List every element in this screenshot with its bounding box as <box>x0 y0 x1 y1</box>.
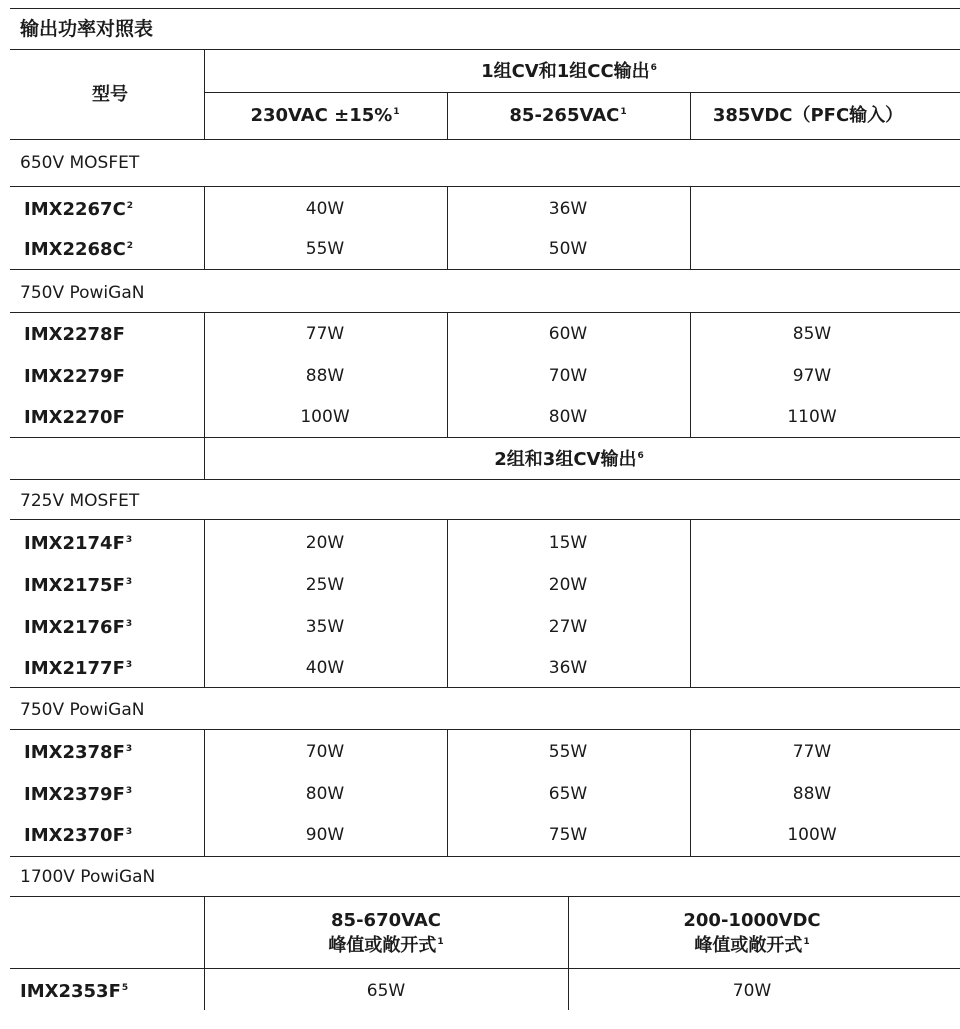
col-divider <box>690 186 691 269</box>
value-cell: 36W <box>548 658 588 678</box>
rule <box>10 186 960 187</box>
model-name: $IMX2353F^5$ <box>20 981 129 1002</box>
col-divider <box>690 312 691 437</box>
rule <box>10 312 960 313</box>
hv-col2-subheader: 峰值或敞开式$^1$ <box>694 935 810 956</box>
model-name: IMX2278F <box>24 324 125 345</box>
value-cell: 70W <box>732 981 772 1001</box>
rule <box>10 729 960 730</box>
value-cell: 77W <box>305 324 345 344</box>
value-cell: 20W <box>305 533 345 553</box>
rule <box>10 519 960 520</box>
value-cell: 110W <box>787 407 837 427</box>
value-cell: 65W <box>366 981 406 1001</box>
rule <box>10 479 960 480</box>
model-name: IMX2270F <box>24 407 125 428</box>
col-divider <box>690 729 691 856</box>
col-divider <box>690 92 691 139</box>
col-divider <box>568 896 569 1010</box>
col-divider <box>447 519 448 687</box>
value-cell: 50W <box>548 239 588 259</box>
col-divider <box>204 519 205 687</box>
rule <box>10 437 960 438</box>
model-name: IMX2279F <box>24 366 125 387</box>
value-cell: 80W <box>548 407 588 427</box>
model-header: 型号 <box>92 84 128 105</box>
value-cell: 60W <box>548 324 588 344</box>
rule <box>10 49 960 50</box>
col-divider <box>447 186 448 269</box>
group-label: 1700V PowiGaN <box>20 867 156 887</box>
value-cell: 35W <box>305 617 345 637</box>
col-divider <box>204 729 205 856</box>
section1-header: 1组CV和1组CC输出$^6$ <box>481 61 657 82</box>
value-cell: 55W <box>548 742 588 762</box>
page-title: 输出功率对照表 <box>20 18 154 40</box>
model-name: $IMX2175F^3$ <box>24 575 133 596</box>
rule <box>10 968 960 969</box>
col-divider <box>447 92 448 139</box>
section2-header: 2组和3组CV输出$^6$ <box>494 449 644 470</box>
value-cell: 100W <box>300 407 350 427</box>
value-cell: 27W <box>548 617 588 637</box>
value-cell: 55W <box>305 239 345 259</box>
model-name: $IMX2176F^3$ <box>24 617 133 638</box>
rule <box>10 139 960 140</box>
hv-col1-subheader: 峰值或敞开式$^1$ <box>328 935 444 956</box>
rule <box>204 92 960 93</box>
value-cell: 75W <box>548 825 588 845</box>
col-divider <box>204 312 205 479</box>
model-name: $IMX2267C^2$ <box>24 199 134 220</box>
hv-col2-header: 200-1000VDC <box>683 910 821 931</box>
value-cell: 85W <box>792 324 832 344</box>
col-divider <box>204 49 205 139</box>
value-cell: 40W <box>305 658 345 678</box>
value-cell: 90W <box>305 825 345 845</box>
value-cell: 88W <box>305 366 345 386</box>
hv-col1-header: 85-670VAC <box>331 910 441 931</box>
value-cell: 88W <box>792 784 832 804</box>
value-cell: 70W <box>548 366 588 386</box>
rule <box>10 856 960 857</box>
col-header-385vdc: 385VDC（PFC输入） <box>712 105 904 126</box>
col-header-85-265vac: 85-265VAC$^1$ <box>509 105 627 126</box>
model-name: $IMX2379F^3$ <box>24 784 133 805</box>
value-cell: 40W <box>305 199 345 219</box>
group-label: 750V PowiGaN <box>20 283 145 303</box>
col-divider <box>204 186 205 269</box>
rule <box>10 687 960 688</box>
value-cell: 100W <box>787 825 837 845</box>
rule <box>10 269 960 270</box>
group-label: 725V MOSFET <box>20 491 140 511</box>
model-name: $IMX2378F^3$ <box>24 742 133 763</box>
col-divider <box>447 312 448 437</box>
col-header-230vac: 230VAC ±15%$^1$ <box>250 105 400 126</box>
value-cell: 36W <box>548 199 588 219</box>
group-label: 650V MOSFET <box>20 153 140 173</box>
value-cell: 70W <box>305 742 345 762</box>
col-divider <box>204 896 205 1010</box>
value-cell: 80W <box>305 784 345 804</box>
value-cell: 20W <box>548 575 588 595</box>
value-cell: 65W <box>548 784 588 804</box>
rule <box>10 8 960 9</box>
value-cell: 15W <box>548 533 588 553</box>
value-cell: 97W <box>792 366 832 386</box>
model-name: $IMX2370F^3$ <box>24 825 133 846</box>
value-cell: 77W <box>792 742 832 762</box>
col-divider <box>447 729 448 856</box>
col-divider <box>690 519 691 687</box>
model-name: $IMX2177F^3$ <box>24 658 133 679</box>
model-name: $IMX2268C^2$ <box>24 239 134 260</box>
group-label: 750V PowiGaN <box>20 700 145 720</box>
rule <box>10 896 960 897</box>
model-name: $IMX2174F^3$ <box>24 533 133 554</box>
value-cell: 25W <box>305 575 345 595</box>
